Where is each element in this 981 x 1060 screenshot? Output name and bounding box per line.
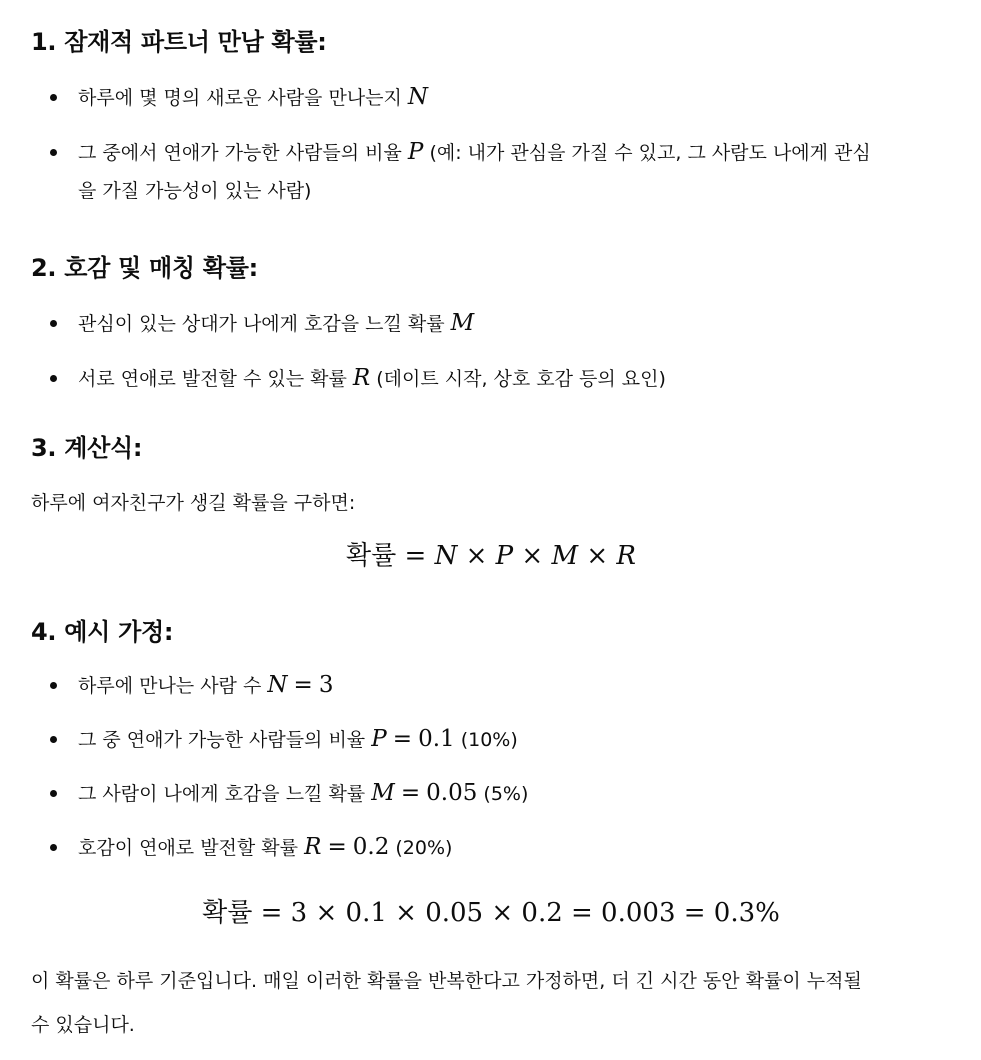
section-matching-probability [31,248,666,398]
list-item [31,133,871,210]
item-text: 하루에 만나는 사람 수 [78,675,262,697]
formula-lhs: 확률 [346,541,397,571]
formula-operator: × [586,541,609,571]
formula-term: P [495,541,514,571]
item-text: (예: 내가 관심을 가질 수 있고, 그 사람도 나에게 관심 [429,142,871,164]
item-text: 그 사람이 나에게 호감을 느낄 확률 [78,783,366,805]
formula-term: N [434,541,458,571]
item-note: (5%) [483,783,529,805]
math-variable: P [407,139,424,165]
item-text: 그 중에서 연애가 가능한 사람들의 비율 [78,142,402,164]
list-item [31,304,666,343]
bullet-list [31,304,666,398]
section-example-assumptions [31,612,951,933]
section-heading: 3. 계산식: [31,434,143,462]
section-heading: 1. 잠재적 파트너 만남 확률: [31,28,327,56]
math-value: 0.2 [352,834,390,860]
list-item [31,78,871,117]
section-formula [31,428,951,576]
math-variable: M [371,780,395,806]
item-text: 관심이 있는 상대가 나에게 호감을 느낄 확률 [78,313,445,335]
math-variable: N [267,672,288,698]
section-heading: 2. 호감 및 매칭 확률: [31,254,258,282]
item-text: 호감이 연애로 발전할 확률 [78,837,299,859]
math-variable: R [304,834,322,860]
item-text: 그 중 연애가 가능한 사람들의 비율 [78,729,366,751]
item-note: (20%) [395,837,453,859]
formula-operator: × [465,541,488,571]
list-item [31,359,666,398]
conclusion-line: 이 확률은 하루 기준입니다. 매일 이러한 확률을 반복한다고 가정하면, 더 긴 시간 동안 확률이 누적될 [31,970,862,992]
bullet-list [31,78,871,210]
conclusion-line: 수 있습니다. [31,1014,135,1036]
list-item: 하루에 만나는 사람 수 N = 3 [31,666,951,705]
math-value: 0.05 [426,780,478,806]
math-variable: N [407,84,429,110]
section-heading: 4. 예시 가정: [31,618,174,646]
list-item: 호감이 연애로 발전할 확률 R = 0.2 (20%) [31,828,951,867]
list-item: 그 중 연애가 가능한 사람들의 비율 P = 0.1 (10%) [31,720,951,759]
item-text: 서로 연애로 발전할 수 있는 확률 [78,368,347,390]
formula-term: R [616,541,636,571]
math-variable: R [352,365,371,391]
list-item: 그 사람이 나에게 호감을 느낄 확률 M = 0.05 (5%) [31,774,951,813]
math-value: 3 [318,672,334,698]
result-formula: 확률 = 3 × 0.1 × 0.05 × 0.2 = 0.003 = 0.3% [202,898,780,928]
item-text: (데이트 시작, 상호 호감 등의 요인) [376,368,666,390]
item-text: 하루에 몇 명의 새로운 사람을 만나는지 [78,87,402,109]
math-variable: M [450,310,475,336]
item-note: (10%) [460,729,518,751]
math-value: 0.1 [418,726,455,752]
formula-intro: 하루에 여자친구가 생길 확률을 구하면: [31,492,356,514]
conclusion-paragraph [31,962,951,1044]
formula-operator: × [521,541,544,571]
formula-term: M [551,541,579,571]
item-text: 을 가질 가능성이 있는 사람) [78,180,312,202]
math-variable: P [371,726,387,752]
formula-equals: = [404,541,427,571]
formula-display [31,536,951,576]
bullet-list [31,666,951,867]
section-partner-probability [31,22,871,210]
